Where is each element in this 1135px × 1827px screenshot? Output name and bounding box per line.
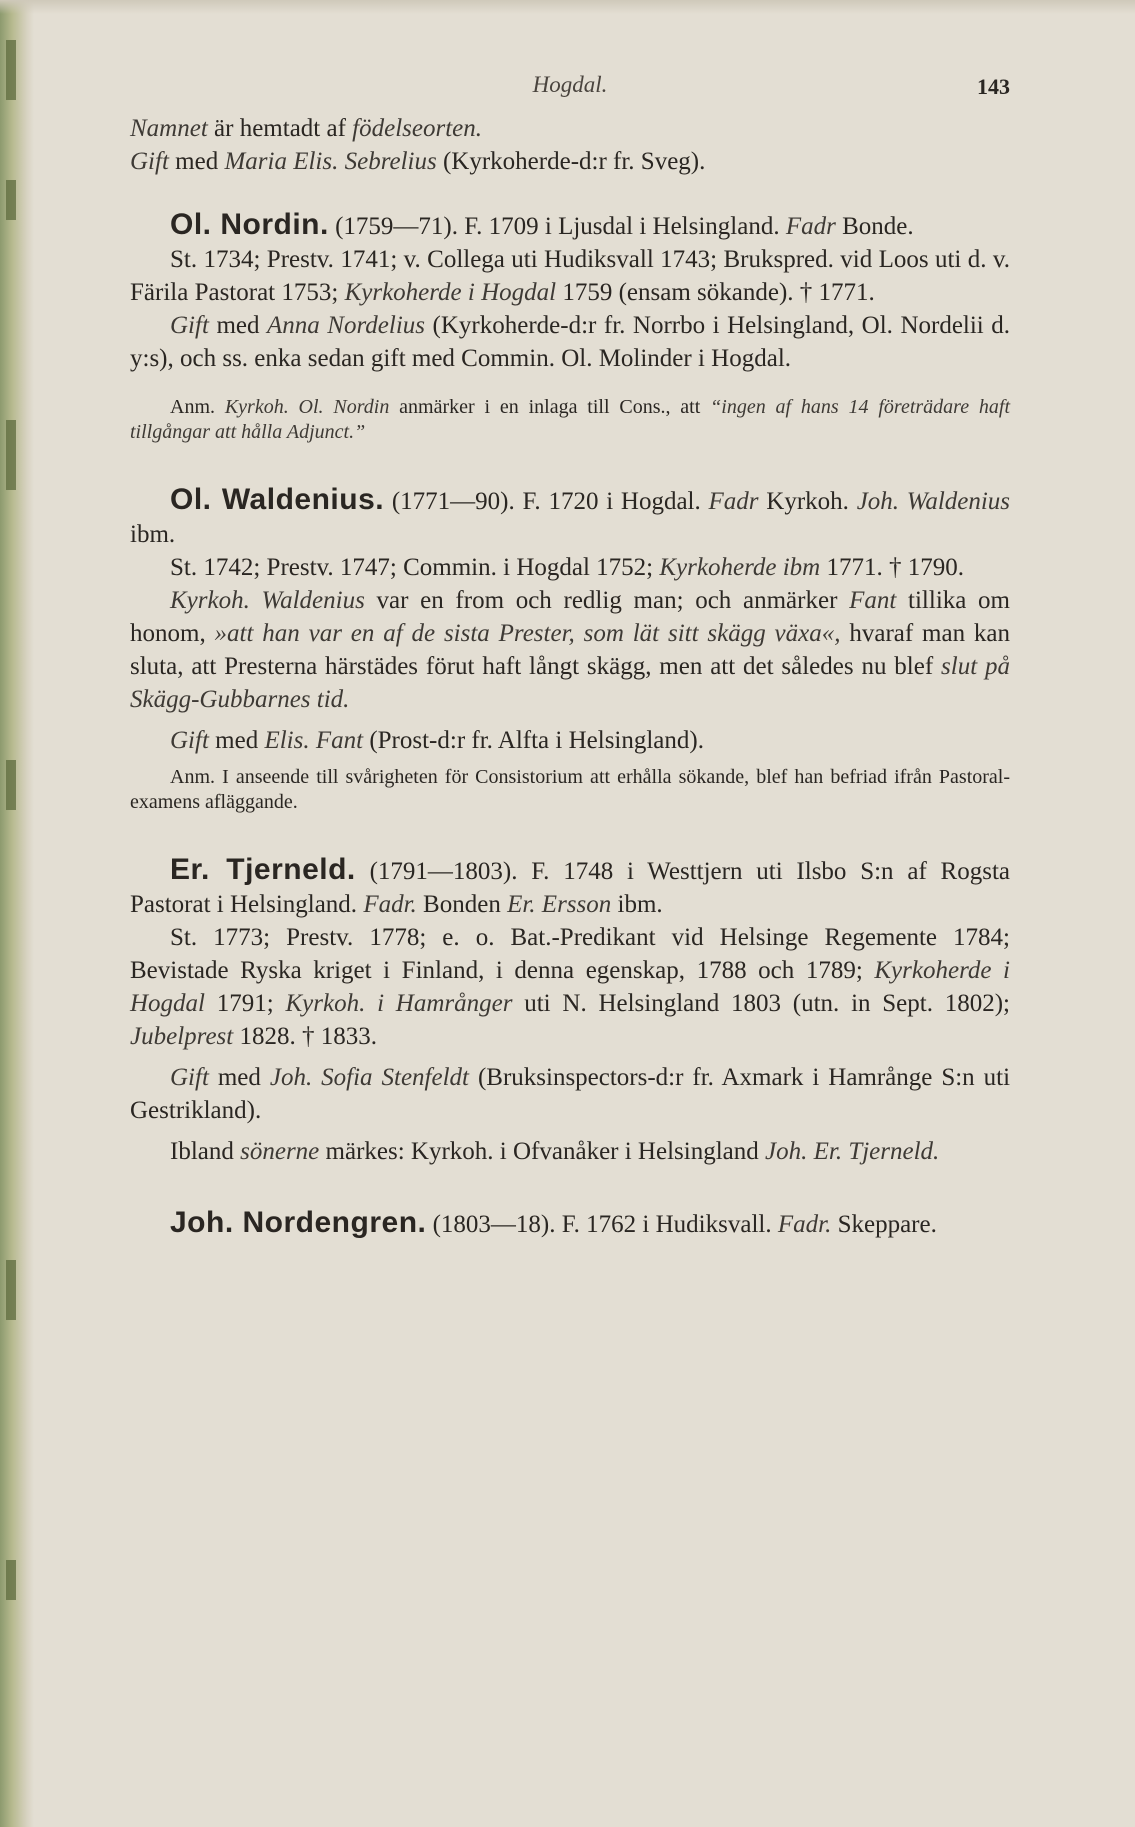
entry-nordin [130, 208, 1010, 445]
book-page-edge [0, 0, 34, 1827]
entry-heading: Er. Tjerneld. (1791—1803). F. 1748 i Westtjern uti Ilsbo S:n af Rogsta Pastorat i Helsingland. Fadr. Bonden Er. Ersson ibm. [130, 853, 1011, 918]
entry-heading: Ol. Waldenius. (1771—90). F. 1720 i Hogdal. Fadr Kyrkoh. Joh. Waldenius ibm. [130, 483, 1011, 548]
entry-note: Kyrkoh. Waldenius var en from och redlig man; och anmärker Fant tillika om honom, »att han var en af de sista Prester, som lät sitt skägg växa«, hvaraf man kan sluta, att Presterna härstädes förut haft långt skägg, men att det således nu blef slut på Skägg-Gubbarnes tid. [130, 587, 1011, 713]
entry-heading: Joh. Nordengren. (1803—18). F. 1762 i Hudiksvall. Fadr. Skeppare. [170, 1206, 937, 1239]
entry-heading: Ol. Nordin. (1759—71). F. 1709 i Ljusdal i Helsingland. Fadr Bonde. [170, 208, 914, 241]
entry-tjerneld [130, 853, 1010, 1168]
entry-annotation: Anm. Kyrkoh. Ol. Nordin anmärker i en inlaga till Cons., att “ingen af hans 14 företrädare haft tillgångar att hålla Adjunct.” [130, 396, 1011, 443]
entry-career: St. 1773; Prestv. 1778; e. o. Bat.-Predikant vid Helsinge Regemente 1784; Bevistade Ryska kriget i Finland, i denna egenskap, 1788 och 1789; Kyrkoherde i Hogdal 1791; Kyrkoh. i Hamrånger uti N. Helsingland 1803 (utn. in Sept. 1802); Jubelprest 1828. † 1833. [130, 924, 1010, 1050]
page-number: 143 [977, 74, 1010, 99]
entry-marriage: Gift med Joh. Sofia Stenfeldt (Bruksinspectors-d:r fr. Axmark i Hamrånge S:n uti Gestrikland). [130, 1064, 1011, 1124]
entry-marriage: Gift med Elis. Fant (Prost-d:r fr. Alfta i Helsingland). [170, 727, 704, 754]
running-title: Hogdal. [532, 72, 608, 97]
entry-marriage: Gift med Anna Nordelius (Kyrkoherde-d:r fr. Norrbo i Helsingland, Ol. Nordelii d. y:s), och ss. enka sedan gift med Commin. Ol. Molinder i Hogdal. [130, 312, 1011, 372]
intro-line-2: Gift med Maria Elis. Sebrelius (Kyrkoherde-d:r fr. Sveg). [130, 148, 706, 175]
entry-waldenius [130, 483, 1010, 815]
page-top-shadow [0, 0, 1135, 14]
intro-line-1: Namnet är hemtadt af födelseorten. [130, 115, 482, 142]
entry-career: St. 1742; Prestv. 1747; Commin. i Hogdal 1752; Kyrkoherde ibm 1771. † 1790. [170, 554, 964, 581]
entry-annotation: Anm. I anseende till svårigheten för Consistorium att erhålla sökande, blef han befriad ifrån Pastoral-examens afläggande. [130, 766, 1011, 813]
page [130, 72, 1010, 1241]
entry-nordengren [130, 1206, 1010, 1241]
page-header [130, 72, 1010, 112]
entry-career: St. 1734; Prestv. 1741; v. Collega uti Hudiksvall 1743; Brukspred. vid Loos uti d. v. Färila Pastorat 1753; Kyrkoherde i Hogdal 1759 (ensam sökande). † 1771. [130, 246, 1010, 306]
intro-section [130, 112, 1010, 178]
entry-sons: Ibland sönerne märkes: Kyrkoh. i Ofvanåker i Helsingland Joh. Er. Tjerneld. [170, 1138, 940, 1165]
